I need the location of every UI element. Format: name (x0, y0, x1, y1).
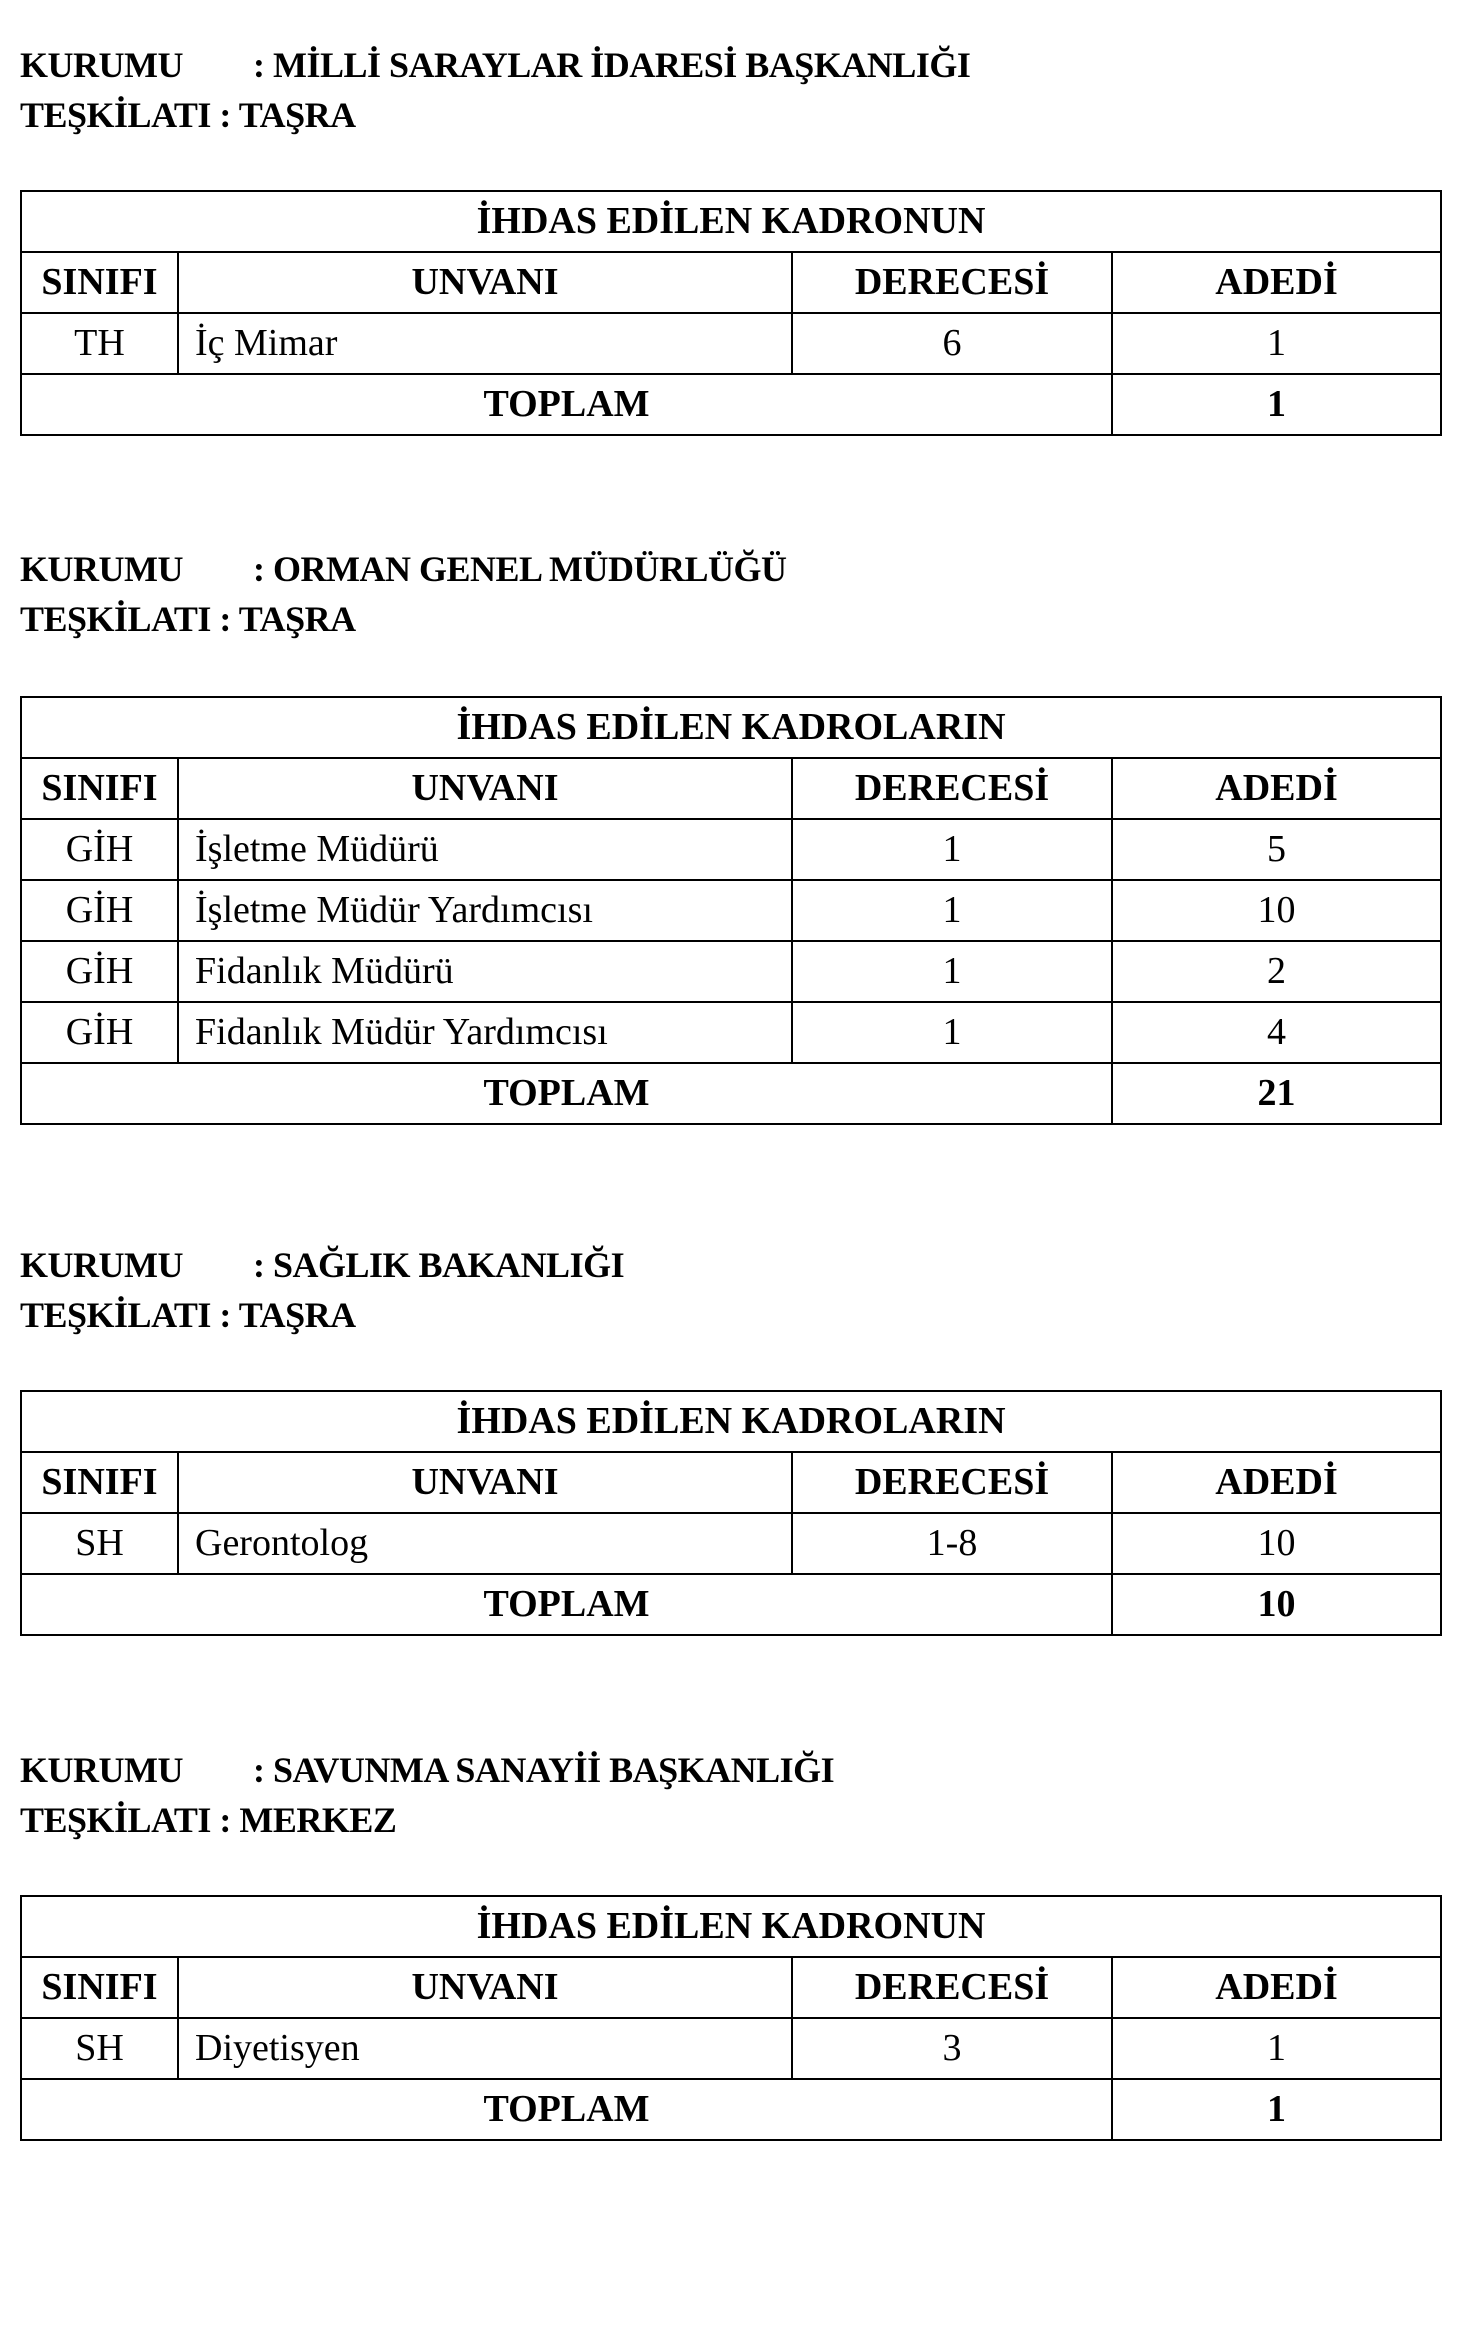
table-row (21, 1513, 1441, 1574)
cell-derecesi: 3 (792, 2018, 1112, 2079)
col-header-adedi: ADEDİ (1112, 1452, 1441, 1513)
kurum-line (20, 544, 1440, 594)
cell-adedi: 5 (1112, 819, 1441, 880)
total-label: TOPLAM (21, 1063, 1112, 1124)
col-header-adedi: ADEDİ (1112, 252, 1441, 313)
kurum-line (20, 40, 1440, 90)
cell-sinifi: GİH (21, 1002, 178, 1063)
col-header-adedi: ADEDİ (1112, 758, 1441, 819)
teskilat-value: MERKEZ (239, 1800, 397, 1840)
table-row (21, 313, 1441, 374)
table-header-row (21, 1452, 1441, 1513)
kadro-table (20, 696, 1442, 1125)
teskilat-line (20, 594, 1440, 644)
table-title-row (21, 1896, 1441, 1957)
table-title: İHDAS EDİLEN KADROLARIN (21, 1391, 1441, 1452)
cell-unvani: Fidanlık Müdür Yardımcısı (178, 1002, 792, 1063)
col-header-unvani: UNVANI (178, 252, 792, 313)
teskilat-label: TEŞKİLATI (20, 1800, 211, 1840)
cell-derecesi: 6 (792, 313, 1112, 374)
kurum-line (20, 1240, 1440, 1290)
table-row (21, 1002, 1441, 1063)
col-header-adedi: ADEDİ (1112, 1957, 1441, 2018)
total-value: 21 (1112, 1063, 1441, 1124)
cell-unvani: İşletme Müdür Yardımcısı (178, 880, 792, 941)
kurum-value: MİLLİ SARAYLAR İDARESİ BAŞKANLIĞI (273, 45, 971, 85)
cell-adedi: 10 (1112, 880, 1441, 941)
total-row (21, 1063, 1441, 1124)
total-label: TOPLAM (21, 2079, 1112, 2140)
kurum-value: SAĞLIK BAKANLIĞI (273, 1245, 625, 1285)
teskilat-line (20, 1290, 1440, 1340)
cell-sinifi: GİH (21, 819, 178, 880)
col-header-sinifi: SINIFI (21, 1957, 178, 2018)
table-header-row (21, 758, 1441, 819)
cell-unvani: Diyetisyen (178, 2018, 792, 2079)
cell-adedi: 2 (1112, 941, 1441, 1002)
teskilat-label: TEŞKİLATI (20, 1295, 211, 1335)
col-header-derecesi: DERECESİ (792, 252, 1112, 313)
table-row (21, 2018, 1441, 2079)
teskilat-sep: : (219, 1295, 231, 1335)
teskilat-sep: : (219, 599, 231, 639)
total-row (21, 2079, 1441, 2140)
teskilat-value: TAŞRA (238, 599, 356, 639)
table-title: İHDAS EDİLEN KADROLARIN (21, 697, 1441, 758)
cell-adedi: 1 (1112, 2018, 1441, 2079)
kadro-table (20, 1390, 1442, 1636)
cell-unvani: Fidanlık Müdürü (178, 941, 792, 1002)
cell-sinifi: GİH (21, 941, 178, 1002)
col-header-derecesi: DERECESİ (792, 758, 1112, 819)
cell-sinifi: SH (21, 2018, 178, 2079)
kurum-value: SAVUNMA SANAYİİ BAŞKANLIĞI (273, 1750, 835, 1790)
teskilat-value: TAŞRA (238, 95, 356, 135)
col-header-sinifi: SINIFI (21, 758, 178, 819)
kurum-label: KURUMU (20, 45, 183, 85)
kadro-table (20, 190, 1442, 436)
col-header-sinifi: SINIFI (21, 1452, 178, 1513)
cell-unvani: İşletme Müdürü (178, 819, 792, 880)
table-title-row (21, 697, 1441, 758)
teskilat-line (20, 1795, 1440, 1845)
cell-adedi: 10 (1112, 1513, 1441, 1574)
kurum-label: KURUMU (20, 549, 183, 589)
col-header-derecesi: DERECESİ (792, 1957, 1112, 2018)
kurum-sep: : (253, 45, 265, 85)
cell-sinifi: TH (21, 313, 178, 374)
col-header-unvani: UNVANI (178, 758, 792, 819)
table-row (21, 941, 1441, 1002)
teskilat-label: TEŞKİLATI (20, 599, 211, 639)
cell-derecesi: 1 (792, 880, 1112, 941)
kurum-value: ORMAN GENEL MÜDÜRLÜĞÜ (273, 549, 787, 589)
table-row (21, 819, 1441, 880)
table-title-row (21, 1391, 1441, 1452)
kurum-label: KURUMU (20, 1245, 183, 1285)
cell-unvani: İç Mimar (178, 313, 792, 374)
cell-derecesi: 1 (792, 819, 1112, 880)
table-header-row (21, 252, 1441, 313)
kurum-line (20, 1745, 1440, 1795)
table-title: İHDAS EDİLEN KADRONUN (21, 191, 1441, 252)
col-header-unvani: UNVANI (178, 1452, 792, 1513)
total-value: 1 (1112, 2079, 1441, 2140)
cell-sinifi: GİH (21, 880, 178, 941)
cell-adedi: 4 (1112, 1002, 1441, 1063)
col-header-derecesi: DERECESİ (792, 1452, 1112, 1513)
kadro-table (20, 1895, 1442, 2141)
kurum-sep: : (253, 549, 265, 589)
section-milli-saraylar (20, 40, 1440, 425)
section-saglik (20, 1240, 1440, 1625)
total-value: 10 (1112, 1574, 1441, 1635)
teskilat-value: TAŞRA (238, 1295, 356, 1335)
kurum-sep: : (253, 1245, 265, 1285)
teskilat-sep: : (219, 1800, 231, 1840)
kurum-sep: : (253, 1750, 265, 1790)
kurum-label: KURUMU (20, 1750, 183, 1790)
teskilat-sep: : (219, 95, 231, 135)
teskilat-label: TEŞKİLATI (20, 95, 211, 135)
total-label: TOPLAM (21, 374, 1112, 435)
col-header-sinifi: SINIFI (21, 252, 178, 313)
col-header-unvani: UNVANI (178, 1957, 792, 2018)
cell-derecesi: 1-8 (792, 1513, 1112, 1574)
total-row (21, 374, 1441, 435)
section-savunma-sanayii (20, 1745, 1440, 2130)
teskilat-line (20, 90, 1440, 140)
section-orman-genel (20, 544, 1440, 1114)
table-title-row (21, 191, 1441, 252)
table-title: İHDAS EDİLEN KADRONUN (21, 1896, 1441, 1957)
total-label: TOPLAM (21, 1574, 1112, 1635)
table-header-row (21, 1957, 1441, 2018)
cell-unvani: Gerontolog (178, 1513, 792, 1574)
cell-adedi: 1 (1112, 313, 1441, 374)
cell-sinifi: SH (21, 1513, 178, 1574)
total-value: 1 (1112, 374, 1441, 435)
total-row (21, 1574, 1441, 1635)
table-row (21, 880, 1441, 941)
cell-derecesi: 1 (792, 1002, 1112, 1063)
cell-derecesi: 1 (792, 941, 1112, 1002)
